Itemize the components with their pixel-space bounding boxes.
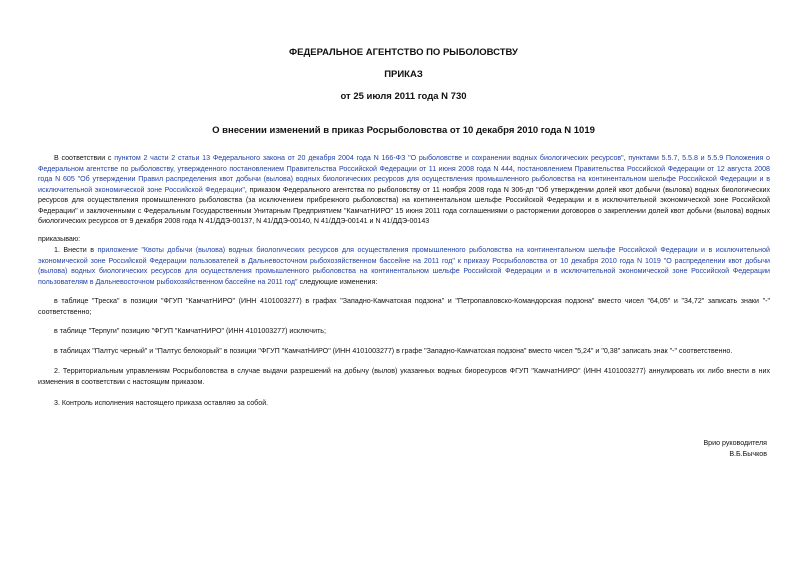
regulation-link[interactable]: пунктами 5.5.7, 5.5.8 и 5.5.9 Положения о Федеральном агентстве по рыболовству, утвержденного постановлением Правительства Российской Федерации от 11 июня 2008 года N 444 (38, 154, 770, 173)
preamble-paragraph (38, 153, 770, 227)
item-1-sub-c: в таблицах "Палтус черный" и "Палтус белокорый" в позиции "ФГУП "КамчатНИРО" (ИНН 4101003277) в графе "Западно-Камчатская подзона" вместо чисел "5,24" и "0,38" записать знак "-" соответственно. (54, 347, 733, 355)
order-word: приказываю: (38, 235, 81, 243)
preamble-text: , (623, 154, 629, 162)
agency-name: ФЕДЕРАЛЬНОЕ АГЕНТСТВО ПО РЫБОЛОВСТВУ (289, 47, 518, 58)
signature-block (703, 438, 767, 459)
document-title: О внесении изменений в приказ Росрыболовства от 10 декабря 2010 года N 1019 (212, 125, 595, 136)
document-type: ПРИКАЗ (384, 69, 423, 80)
law-link[interactable]: пунктом 2 части 2 статьи 13 Федерального закона от 20 декабря 2004 года N 166-ФЗ "О рыболовстве и сохранении водных биологических ресурсов" (114, 154, 624, 162)
item-1-text: следующие изменения: (297, 277, 378, 286)
item-2: 2. Территориальным управлениям Росрыболовства в случае выдачи разрешений на добычу (вылов) указанных водных биоресурсов ФГУП "КамчатНИРО" (ИНН 4101003277) аннулировать их либо внести в них изменения в соответствии с настоящим приказом. (38, 367, 770, 386)
preamble-text: , приказом Федерального агентства по рыболовству от 11 ноября 2008 года N 306-дп "Об утверждении долей квот добычи (вылова) водных биологических ресурсов для осуществления промышленного рыболовства (за исключением прибрежного рыболовства) на континентальном шельфе Российской Федерации и в исключительной экономической зоне Российской Федерации" и заключенными с Федеральным Государственным Унитарным Предприятием "КамчатНИРО" 15 июня 2011 года соглашениями о расторжении договоров о закреплении долей квот добычи (вылова) водных биологических ресурсов от 9 декабря 2008 года N 41/ДДЭ-00137, N 41/ДДЭ-00140, N 41/ДДЭ-00141 и N 41/ДДЭ-00143 (38, 185, 770, 225)
item-3: 3. Контроль исполнения настоящего приказа оставляю за собой. (54, 399, 269, 407)
preamble-text: , (512, 164, 518, 173)
signatory-position: Врио руководителя (703, 439, 767, 447)
appendix-link[interactable]: приложение "Квоты добычи (вылова) водных биологических ресурсов для осуществления промышленного рыболовства на континентальном шельфе Российской Федерации и в исключительной экономической зоне Российской Федерации пользователей в Дальневосточном рыбохозяйственном бассейне на 2011 год" к приказу Росрыболовства от 10 декабря 2010 года N 1019 "О распределении квот добычи (вылова) водных биологических ресурсов для осуществления промышленного рыболовства на континентальном шельфе Российской Федерации и в исключительной экономической зоне Российской Федерации пользователям в Дальневосточном рыбохозяйственном бассейне на 2011 год" (38, 246, 770, 286)
preamble-text: В соответствии с (54, 154, 115, 162)
signatory-name: В.Б.Бычков (729, 449, 767, 458)
decree-link[interactable]: постановлением Правительства Российской Федерации от 12 августа 2008 года N 605 "Об утверждении Правил распределения квот добычи (вылова) водных биологических ресурсов для осуществления промышленного рыболовства на континентальном шельфе Российской Федерации и в исключительной экономической зоне Российской Федерации" (38, 164, 771, 194)
item-1-sub-b: в таблице "Терпуги" позицию "ФГУП "КамчатНИРО" (ИНН 4101003277) исключить; (54, 327, 326, 335)
document-date-number: от 25 июля 2011 года N 730 (340, 91, 467, 102)
item-1 (38, 245, 770, 287)
item-1-text: 1. Внести в (54, 246, 98, 254)
item-1-sub-a: в таблице "Треска" в позиции "ФГУП "КамчатНИРО" (ИНН 4101003277) в графах "Западно-Камчатская подзона" и "Петропавловско-Командорская подзона" вместо чисел "64,05" и "34,72" записать знаки "-" соответственно; (38, 297, 770, 316)
